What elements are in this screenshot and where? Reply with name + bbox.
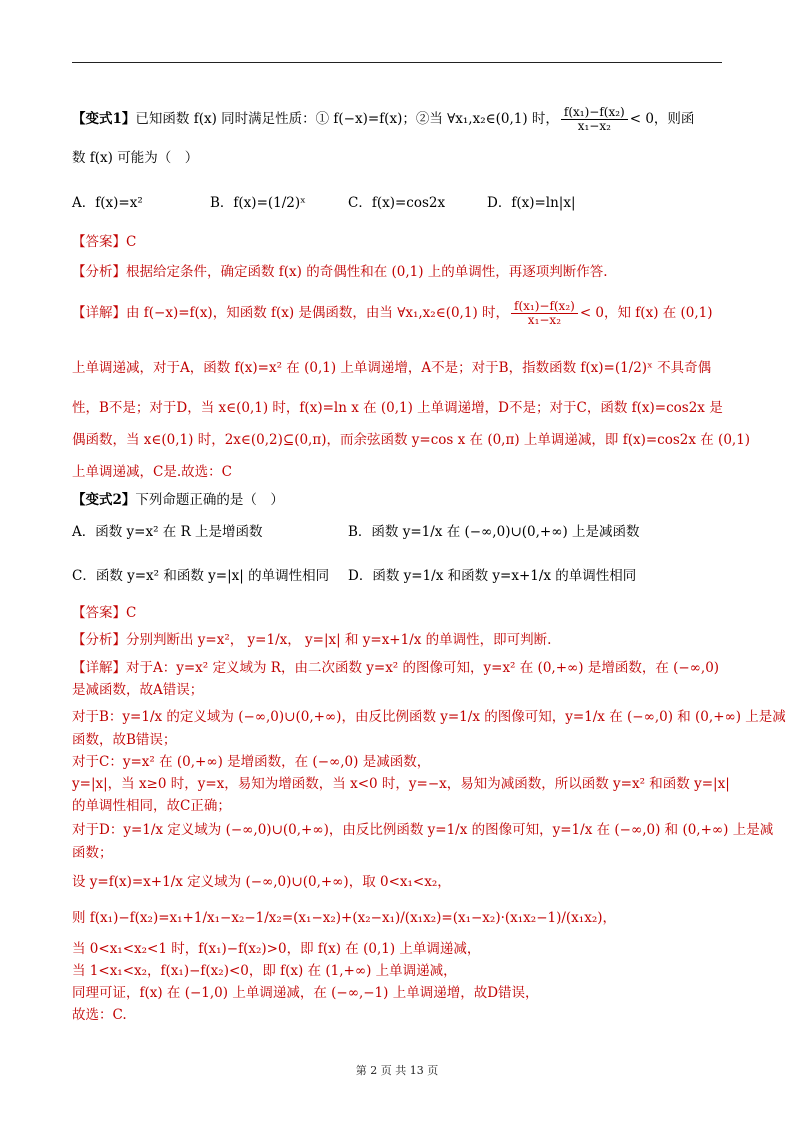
q2-option-c: C．函数 y=x² 和函数 y=|x| 的单调性相同: [72, 568, 330, 584]
q1-stem-b: < 0，则函: [629, 111, 695, 127]
page-footer: 第 2 页 共 13 页: [355, 1064, 439, 1077]
q1-detail-line-4: 偶函数，当 x∈(0,1) 时，2x∈(0,2)⊆(0,π)，而余弦函数 y=cos x 在 (0,π) 上单调递减，即 f(x)=cos2x 在 (0,1): [72, 432, 751, 448]
q2-detail-line-12: 当 0<x₁<x₂<1 时，f(x₁)−f(x₂)>0，即 f(x) 在 (0,1) 上单调递减，: [72, 941, 481, 957]
q1-option-b: B．f(x)=(1/2)ˣ: [210, 195, 306, 211]
q2-detail-line-10: 设 y=f(x)=x+1/x 定义域为 (−∞,0)∪(0,+∞)，取 0<x₁<x₂，: [72, 874, 451, 890]
q2-stem: 【变式2】下列命题正确的是（ ）: [72, 492, 284, 508]
q2-detail-line-1: 【详解】对于A：y=x² 定义域为 R，由二次函数 y=x² 的图像可知，y=x² 在 (0,+∞) 是增函数，在 (−∞,0): [72, 660, 720, 676]
q1-tag: 【变式1】: [72, 111, 136, 127]
q1-stem-line-1: [72, 106, 722, 133]
q2-detail-line-8: 对于D：y=1/x 定义域为 (−∞,0)∪(0,+∞)，由反比例函数 y=1/x 的图像可知，y=1/x 在 (−∞,0) 和 (0,+∞) 上是减: [72, 822, 774, 838]
q1-detail-line-5: 上单调递减，C是.故选：C: [72, 464, 232, 480]
q2-detail-line-9: 函数；: [72, 845, 113, 861]
q2-option-a: A．函数 y=x² 在 R 上是增函数: [72, 524, 263, 540]
q2-detail-line-15: 故选：C.: [72, 1007, 127, 1023]
q2-detail-line-5: 对于C：y=x² 在 (0,+∞) 是增函数，在 (−∞,0) 是减函数，: [72, 754, 431, 770]
q1-stem-line-2: 数 f(x) 可能为（ ）: [72, 150, 199, 166]
q1-analysis: 【分析】根据给定条件，确定函数 f(x) 的奇偶性和在 (0,1) 上的单调性，再逐项判断作答.: [72, 264, 608, 280]
q1-fraction: $\frac{\text{f(x₁)−f(x₂)}}{\text{x₁−x₂}}$: [561, 106, 628, 133]
q1-detail-line-3: 性，B不是；对于D，当 x∈(0,1) 时，f(x)=ln x 在 (0,1) 上单调递增，D不是；对于C，函数 f(x)=cos2x 是: [72, 400, 723, 416]
q2-detail-line-13: 当 1<x₁<x₂，f(x₁)−f(x₂)<0，即 f(x) 在 (1,+∞) 上单调递减，: [72, 963, 457, 979]
q2-tag: 【变式2】: [72, 492, 136, 508]
q2-detail-line-2: 是减函数，故A错误；: [72, 682, 204, 698]
q1-detail-line-1: 【详解】由 f(−x)=f(x)，知函数 f(x) 是偶函数，由当 ∀x₁,x₂∈(0,1) 时， $\frac{\text{f(x₁)−f(x₂)}}{\text{x₁−x₂}}$ < 0，知 f(x) 在 (0,1): [72, 299, 713, 327]
q1-detail-line-2: 上单调递减，对于A，函数 f(x)=x² 在 (0,1) 上单调递增，A不是；对于B，指数函数 f(x)=(1/2)ˣ 不具奇偶: [72, 360, 712, 376]
q1-stem-a: 已知函数 f(x) 同时满足性质：① f(−x)=f(x)；②当 ∀x₁,x₂∈(0,1) 时，: [135, 111, 559, 127]
q2-detail-line-4: 函数，故B错误；: [72, 732, 177, 748]
q2-detail-line-6: y=|x|，当 x≥0 时，y=x，易知为增函数，当 x<0 时，y=−x，易知为减函数，所以函数 y=x² 和函数 y=|x|: [72, 776, 730, 792]
q2-detail-line-14: 同理可证，f(x) 在 (−1,0) 上单调递减，在 (−∞,−1) 上单调递增，故D错误，: [72, 985, 539, 1001]
q2-answer: 【答案】C: [72, 605, 137, 621]
header-rule: [72, 62, 722, 63]
q2-option-b: B．函数 y=1/x 在 (−∞,0)∪(0,+∞) 上是减函数: [348, 524, 640, 540]
q2-detail-line-11: 则 f(x₁)−f(x₂)=x₁+1/x₁−x₂−1/x₂=(x₁−x₂)+(x₂−x₁)/(x₁x₂)=(x₁−x₂)·(x₁x₂−1)/(x₁x₂)，: [72, 910, 617, 926]
q2-detail-line-7: 的单调性相同，故C正确；: [72, 798, 231, 814]
q2-detail-line-3: 对于B：y=1/x 的定义域为 (−∞,0)∪(0,+∞)，由反比例函数 y=1/x 的图像可知，y=1/x 在 (−∞,0) 和 (0,+∞) 上是减: [72, 709, 786, 725]
q1-detail-fraction: $\frac{\text{f(x₁)−f(x₂)}}{\text{x₁−x₂}}$: [511, 300, 578, 327]
q1-option-c: C．f(x)=cos2x: [348, 195, 446, 211]
q1-option-a: A．f(x)=x²: [72, 195, 143, 211]
q1-option-d: D．f(x)=ln|x|: [487, 195, 576, 211]
q2-analysis: 【分析】分别判断出 y=x²， y=1/x， y=|x| 和 y=x+1/x 的单调性，即可判断.: [72, 632, 552, 648]
q2-option-d: D．函数 y=1/x 和函数 y=x+1/x 的单调性相同: [348, 568, 637, 584]
q1-answer: 【答案】C: [72, 234, 137, 250]
